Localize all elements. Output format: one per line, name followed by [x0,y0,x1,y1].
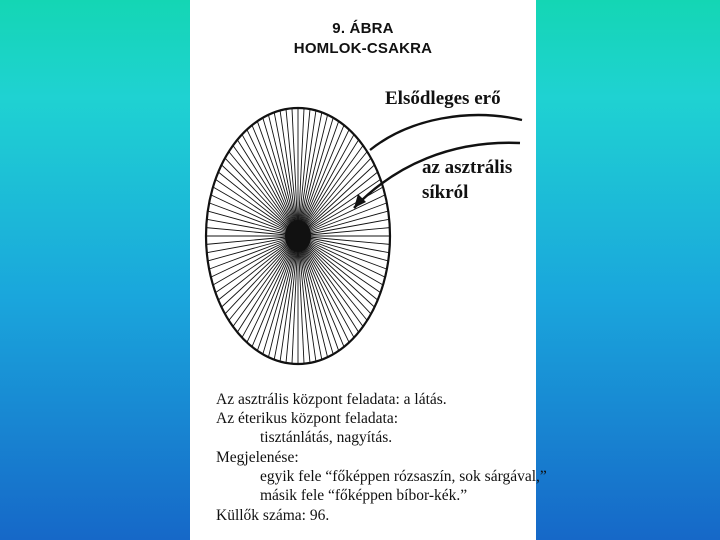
figure-title: HOMLOK-CSAKRA [293,40,433,57]
chakra-spoke [233,145,298,236]
chakra-diagram [190,0,536,380]
astral-label-line1: az asztrális [422,157,513,178]
chakra-spoke [298,236,363,327]
caption-line-5: egyik fele “főképpen rózsaszín, sok sárgával,” [260,468,547,485]
chakra-spoke [215,179,298,236]
caption-line-7: Küllők száma: 96. [216,507,330,524]
chakra-spoke [257,236,298,351]
chakra-center [285,220,311,252]
force-arrow-upper [370,115,522,150]
figure-number: 9. ÁBRA [332,20,394,37]
caption-line-6: másik fele “főképpen bíbor-kék.” [260,487,468,504]
chakra-spoke [298,121,339,236]
primary-force-label: Elsődleges erő [385,88,501,109]
caption-line-2: Az éterikus központ feladata: [216,410,399,427]
chakra-spoke [298,236,381,293]
chakra-spoke [215,236,298,293]
chakra-spoke [298,236,339,351]
chakra-spoke [298,145,363,236]
caption-line-4: Megjelenése: [216,449,299,466]
astral-label-line2: síkról [422,182,469,203]
document-page [190,0,547,540]
chakra-spoke [298,179,381,236]
caption-line-3: tisztánlátás, nagyítás. [260,429,393,446]
chakra-spoke [233,236,298,327]
chakra-spoke [257,121,298,236]
caption-line-1: Az asztrális központ feladata: a látás. [216,391,447,408]
